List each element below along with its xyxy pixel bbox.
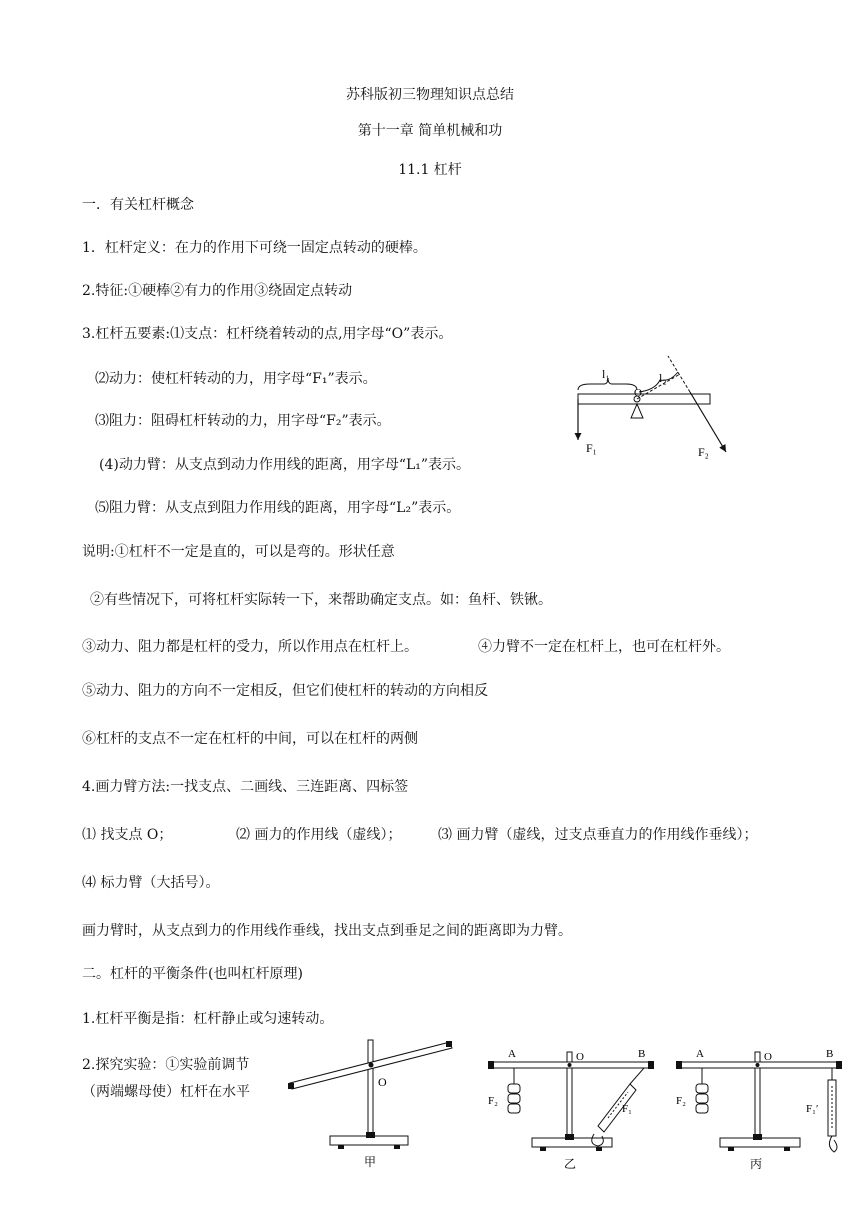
figure-label-bing: 丙	[750, 1157, 763, 1171]
note-2: ②有些情况下，可将杠杆实际转一下，来帮助确定支点。如：鱼杆、铁锹。	[90, 592, 552, 608]
f1-label: F₁	[586, 441, 597, 455]
experiment-text-2: （两端螺母使）杠杆在水平	[82, 1084, 250, 1100]
fulcrum-triangle	[631, 404, 643, 418]
element-resistance-arm: ⑸阻力臂：从支点到阻力作用线的距离，用字母“L₂”表示。	[95, 500, 461, 516]
experiment-text-1: 2.探究实验：①实验前调节	[82, 1057, 250, 1073]
arm-step-2: ⑵ 画力的作用线（虚线）；	[236, 827, 402, 843]
chapter-title: 第十一章 简单机械和功	[357, 123, 503, 139]
level-lever	[488, 1061, 654, 1069]
element-resistance: ⑶阻力：阻碍杠杆转动的力，用字母“F₂”表示。	[95, 413, 391, 429]
point-b-label: B	[638, 1048, 646, 1060]
pivot-point	[369, 1063, 374, 1068]
experiment-figure-yi	[484, 1046, 658, 1174]
stand-pole	[366, 1040, 375, 1138]
arm-step-1: ⑴ 找支点 O；	[82, 827, 173, 843]
doc-title: 苏科版初三物理知识点总结	[346, 87, 514, 103]
note-1: 说明:①杠杆不一定是直的，可以是弯的。形状任意	[82, 544, 395, 560]
point-a-label: A	[696, 1048, 704, 1060]
experiment-figure-jia	[286, 1034, 458, 1170]
note-6: ⑥杠杆的支点不一定在杠杆的中间，可以在杠杆的两侧	[82, 731, 418, 747]
hanging-weights	[508, 1068, 520, 1113]
f2-label: F₂	[488, 1095, 498, 1107]
arm-step-4: ⑷ 标力臂（大括号）。	[82, 875, 220, 891]
hanging-weights	[696, 1068, 708, 1113]
lever-features: 2.特征:①硬棒②有力的作用③绕固定点转动	[82, 283, 353, 299]
f2-label: F₂	[698, 445, 709, 459]
level-lever	[676, 1061, 842, 1069]
note-3: ③动力、阻力都是杠杆的受力，所以作用点在杠杆上。	[82, 639, 418, 655]
note-5: ⑤动力、阻力的方向不一定相反，但它们使杠杆的转动的方向相反	[82, 683, 488, 699]
figure-label-jia: 甲	[364, 1155, 377, 1169]
heading-concepts: 一．有关杠杆概念	[82, 197, 194, 213]
point-b-label: B	[826, 1048, 834, 1060]
lever-diagram	[560, 352, 740, 462]
spring-scale	[828, 1068, 837, 1152]
heading-balance: 二。杠杆的平衡条件(也叫杠杆原理)	[82, 966, 303, 982]
f1-prime-label: F₁′	[806, 1103, 819, 1115]
balance-definition: 1.杠杆平衡是指：杠杆静止或匀速转动。	[82, 1011, 334, 1027]
five-elements: 3.杠杆五要素:⑴支点：杠杆绕着转动的点,用字母“O”表示。	[82, 326, 453, 342]
pivot-label: O	[378, 1075, 387, 1089]
pivot-label: O	[576, 1051, 584, 1063]
note-4: ④力臂不一定在杠杆上，也可在杠杆外。	[478, 639, 730, 655]
figure-label-yi: 乙	[564, 1157, 577, 1171]
lever-definition: 1．杠杆定义：在力的作用下可绕一固定点转动的硬棒。	[82, 240, 427, 256]
spring-scale	[592, 1068, 644, 1146]
o-label: O	[634, 387, 642, 399]
section-title: 11.1 杠杆	[398, 162, 462, 178]
l1-label: l₁	[602, 367, 610, 381]
f2-action-line	[668, 356, 690, 392]
element-effort-arm: (4)动力臂：从支点到动力作用线的距离，用字母“L₁”表示。	[99, 457, 471, 473]
arm-explanation: 画力臂时，从支点到力的作用线作垂线，找出支点到垂足之间的距离即为力臂。	[82, 923, 572, 939]
experiment-figure-bing	[672, 1046, 846, 1174]
point-a-label: A	[508, 1048, 516, 1060]
element-effort: ⑵动力：使杠杆转动的力，用字母“F₁”表示。	[95, 371, 377, 387]
pivot-label: O	[764, 1051, 772, 1063]
l2-label: l₂	[659, 371, 667, 385]
f2-label: F₂	[676, 1095, 686, 1107]
f1-label: F₁	[622, 1103, 632, 1115]
arm-method: 4.画力臂方法:一找支点、二画线、三连距离、四标签	[82, 779, 409, 795]
arm-step-3: ⑶ 画力臂（虚线，过支点垂直力的作用线作垂线）；	[438, 827, 758, 843]
